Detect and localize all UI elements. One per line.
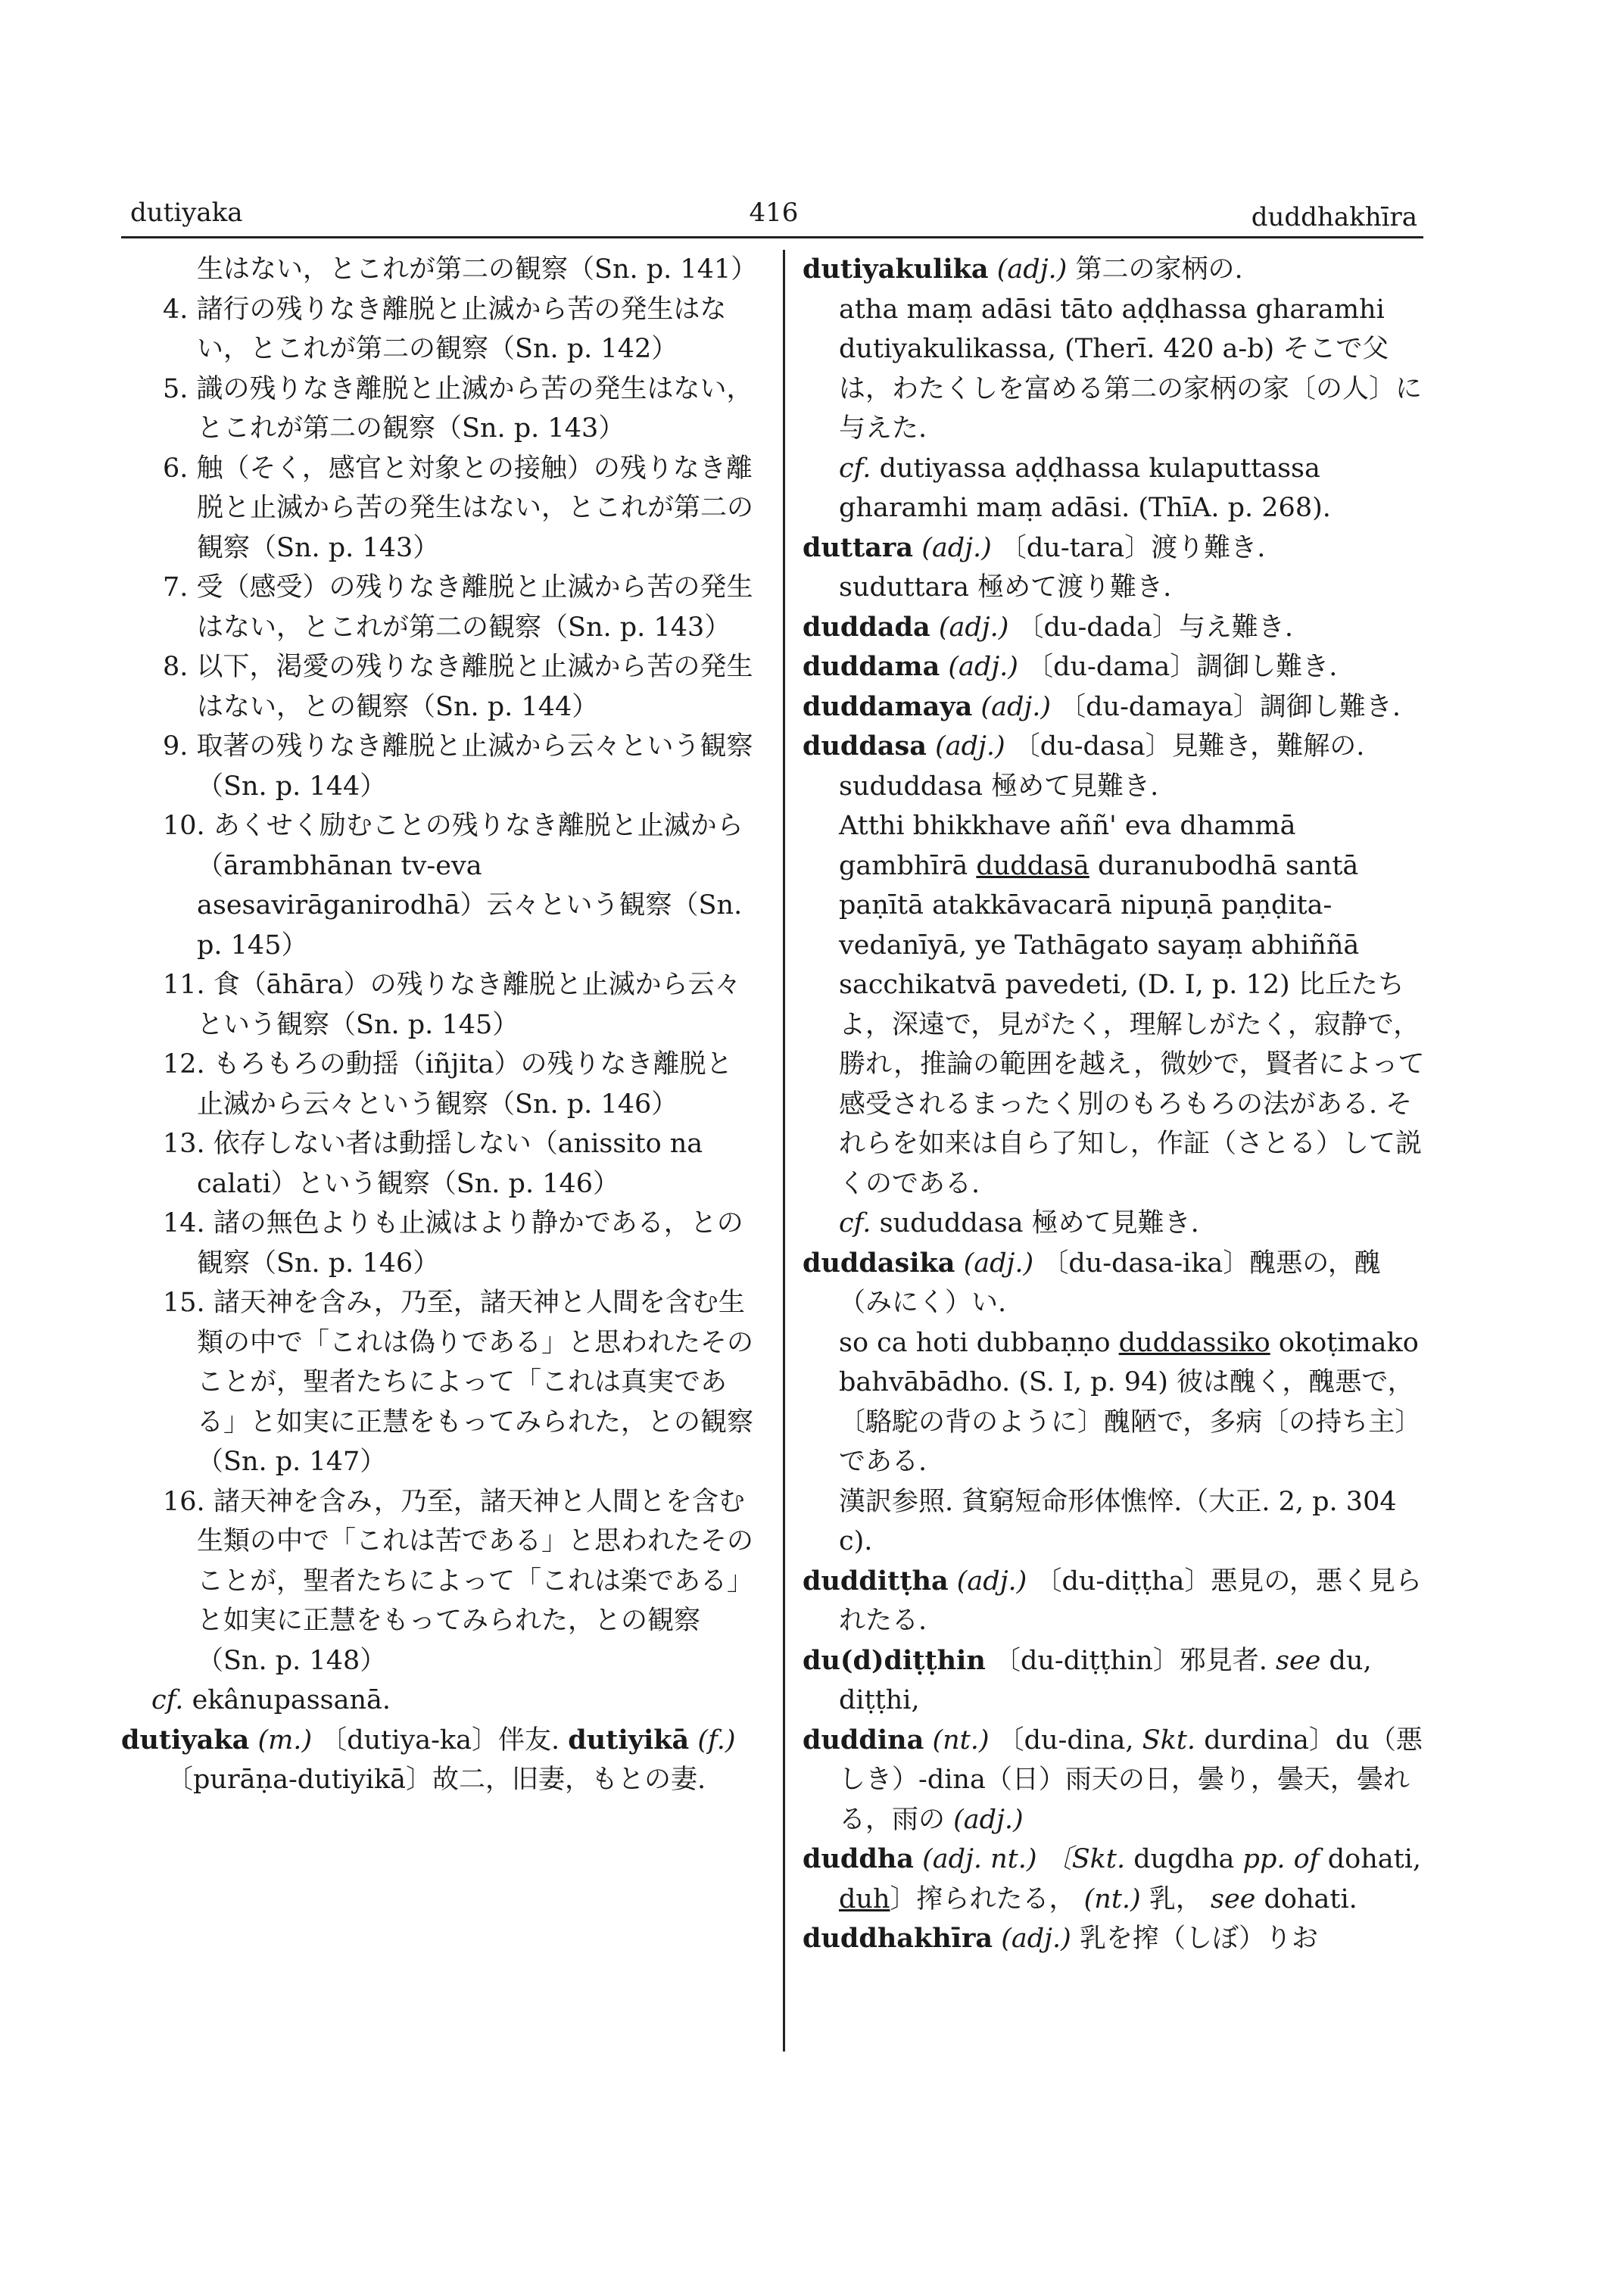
cross-reference [803,1204,1431,1244]
see-reference: dohati. [1264,1883,1357,1914]
definition: 〔du-dina, [997,1724,1134,1756]
quotation [803,806,1431,1204]
definition: dugdha [1133,1844,1235,1874]
dictionary-entry-duddina [803,1721,1431,1840]
quotation-text: Atthi bhikkhave aññ' eva dhammā gambhīrā [839,811,1296,881]
list-item: 9. 取著の残りなき離脱と止滅から云々という観察（Sn. p. 144） [163,731,753,802]
dictionary-entry-duddada [803,608,1431,648]
skt-label: Skt. [1142,1724,1196,1756]
cf-label: cf. [839,453,871,484]
skt-label: 〔Skt. [1045,1844,1126,1874]
quotation-highlight: duddassiko [1118,1327,1270,1358]
headword: duddada [803,611,930,643]
definition: 〕搾られたる， [890,1883,1076,1914]
page-header [130,193,1417,238]
header-left-guide-word: dutiyaka [130,198,243,228]
dictionary-entry-duddhakhira [803,1919,1431,1959]
grammar-label: (adj.) [948,652,1018,682]
list-item: 12. もろもろの動揺（iñjita）の残りなき離脱と止滅から云々という観察（Sn. p. 146） [163,1049,733,1120]
dictionary-entry-dutiyaka [121,1721,757,1800]
list-item: 11. 食（āhāra）の残りなき離脱と止滅から云々という観察（Sn. p. 145） [163,970,741,1040]
list-item: 16. 諸天神を含み，乃至，諸天神と人間とを含む生類の中で「これは苦である」と思われたそのことが，聖者たちによって「これは楽である」と如実に正慧をもってみられた，との観察（Sn. p. 148） [163,1486,754,1676]
cf-text: dutiyassa aḍḍhassa kulaputtassa gharamhi maṃ adāsi. (ThīA. p. 268). [839,453,1331,523]
grammar-label: (adj.) [953,1804,1024,1835]
definition: 〔du-dada〕与え難き. [1017,612,1293,643]
headword: duddasika [803,1247,955,1279]
headword: dutiyakulika [803,254,989,285]
grammar-label: (adj.) [980,691,1051,722]
cf-label: cf. [151,1685,184,1715]
translation-reference: 漢訳参照. 貧窮短命形体憔悴.（大正. 2, p. 304 c). [839,1486,1397,1556]
list-item: 8. 以下，渇愛の残りなき離脱と止滅から苦の発生はない，との観察（Sn. p. 144） [163,652,753,722]
definition: 乳を搾（しぼ）りお [1079,1924,1318,1954]
headword: duddama [803,651,940,682]
list-item: 14. 諸の無色よりも止滅はより静かである，との観察（Sn. p. 146） [163,1208,743,1279]
grammar-label: (adj.) [935,731,1005,762]
header-rule [121,236,1423,238]
dictionary-entry-dudditṭha [803,1562,1431,1641]
grammar-label: (nt.) [932,1724,990,1756]
headword: duddhakhīra [803,1923,993,1954]
left-column [121,250,757,1800]
dictionary-entry-duddha [803,1840,1431,1919]
definition: 〔du-dama〕調御し難き. [1027,652,1338,682]
definition: 〔dutiya-ka〕伴友. [320,1724,560,1756]
definition: 〔du-tara〕渡り難き. [999,532,1266,563]
grammar-label: (adj.) [956,1566,1027,1597]
headword: du(d)diṭṭhin [803,1644,986,1676]
dictionary-entry-duttara [803,528,1431,569]
headword: dutiyaka [121,1724,250,1756]
cf-label: cf. [839,1208,871,1238]
definition: 〔du-diṭṭhin〕邪見者. [993,1645,1267,1676]
list-item: 生はない，とこれが第二の観察（Sn. p. 141） [197,254,758,285]
list-item: 7. 受（感受）の残りなき離脱と止滅から苦の発生はない，とこれが第二の観察（Sn. p. 143） [163,572,753,643]
headword: dudditṭha [803,1565,949,1597]
root-highlight: duh [839,1883,890,1914]
definition: 第二の家柄の. [1075,254,1243,285]
list-item: 5. 識の残りなき離脱と止滅から苦の発生はない，とこれが第二の観察（Sn. p. 143） [163,373,753,444]
definition: 〔purāṇa-dutiyikā〕故二，旧妻，もとの妻. [167,1765,706,1795]
grammar-label: (adj.) [921,532,992,563]
list-item: 6. 触（そく，感官と対象との接触）の残りなき離脱と止滅から苦の発生はない，とこれが第二の観察（Sn. p. 143） [163,453,754,563]
dictionary-entry-duddamaya [803,687,1431,727]
grammar-label: (adj.) [963,1248,1034,1279]
column-divider [783,250,785,2052]
list-item: 13. 依存しない者は動揺しない（anissito na calati）という観察（Sn. p. 146） [163,1129,703,1199]
sub-entry: suduttara 極めて渡り難き. [839,572,1172,603]
quotation-text: okoṭimako bahvābādho. (S. I, p. 94) 彼は醜く，醜悪で，〔駱駝の背のように〕醜陋で，多病〔の持ち主〕である. [839,1327,1422,1477]
dictionary-entry-duddama [803,647,1431,687]
definition: dohati, [1327,1844,1422,1874]
definition: 乳， [1149,1883,1202,1914]
quotation [803,1323,1431,1482]
page-number: 416 [749,198,799,228]
dictionary-entry-duddasika [803,1244,1431,1323]
cross-reference [803,449,1431,528]
grammar-label: (f.) [697,1724,736,1756]
list-item: 4. 諸行の残りなき離脱と止滅から苦の発生はない，とこれが第二の観察（Sn. p. 142） [163,294,727,364]
list-item: 10. あくせく励むことの残りなき離脱と止滅から（ārambhānan tv-eva asesavirāganirodhā）云々という観察（Sn. p. 145） [163,811,743,961]
headword: duttara [803,531,914,563]
dictionary-entry-dutiyakulika [803,250,1431,290]
grammar-label: (adj.) [1001,1924,1071,1954]
definition: durdina〕du（悪しき）-dina（日）雨天の日，曇り，曇天，曇れる，雨の [839,1724,1423,1835]
cf-word: ekânupassanā. [192,1685,391,1715]
headword: duddha [803,1843,914,1874]
quotation-highlight: duddasā [976,850,1089,881]
grammar-label: (adj. nt.) [922,1844,1037,1874]
see-label: see [1211,1883,1256,1914]
grammar-label: pp. of [1242,1844,1320,1874]
grammar-label: (m.) [257,1724,313,1756]
headword: duddina [803,1724,924,1756]
see-reference: du, diṭṭhi, [839,1645,1372,1715]
grammar-label: (adj.) [938,612,1009,643]
see-label: see [1276,1645,1321,1676]
headword: duddasa [803,731,927,762]
definition: 〔du-dasa-ika〕醜悪の，醜（みにく）い. [839,1248,1381,1318]
quotation-text: so ca hoti dubbaṇṇo [839,1327,1111,1358]
dictionary-entry-duddiṭṭhin [803,1641,1431,1721]
cross-reference [121,1681,757,1721]
quotation-text: duranubodhā santā paṇītā atakkāvacarā nipuṇā paṇḍita-vedanīyā, ye Tathāgato sayaṃ abhiññā sacchikatvā pavedeti, (D. I, p. 12) 比丘たちよ，深遠で，見がたく，理解しがたく，寂静で，勝れ，推論の範囲を越え，微妙で，賢者によって感受されるまったく別のもろもろの法がある. それらを如来は自ら了知し，作証（さとる）して説くのである. [839,850,1425,1199]
grammar-label: (adj.) [996,254,1068,285]
dictionary-entry-duddasa [803,727,1431,767]
list-item: 15. 諸天神を含み，乃至，諸天神と人間を含む生類の中で「これは偽りである」と思われたそのことが，聖者たちによって「これは真実である」と如実に正慧をもってみられた，との観察（Sn. p. 147） [163,1288,754,1477]
sub-entry: sududdasa 極めて見難き. [839,771,1159,802]
grammar-label: (nt.) [1083,1883,1141,1914]
quotation: atha maṃ adāsi tāto aḍḍhassa gharamhi dutiyakulikassa, (Therī. 420 a-b) そこで父は，わたくしを富める第二の家柄の家〔の人〕に与えた. [839,294,1423,444]
definition: 〔du-damaya〕調御し難き. [1059,691,1401,722]
right-column [803,250,1431,1959]
header-right-guide-word: duddhakhīra [1251,202,1417,232]
headword: dutiyikā [568,1724,690,1756]
definition: 〔du-dasa〕見難き，難解の. [1013,731,1365,762]
headword: duddamaya [803,690,973,722]
definition: 〔du-diṭṭha〕悪見の，悪く見られたる. [839,1566,1422,1636]
cf-text: sududdasa 極めて見難き. [879,1208,1199,1238]
